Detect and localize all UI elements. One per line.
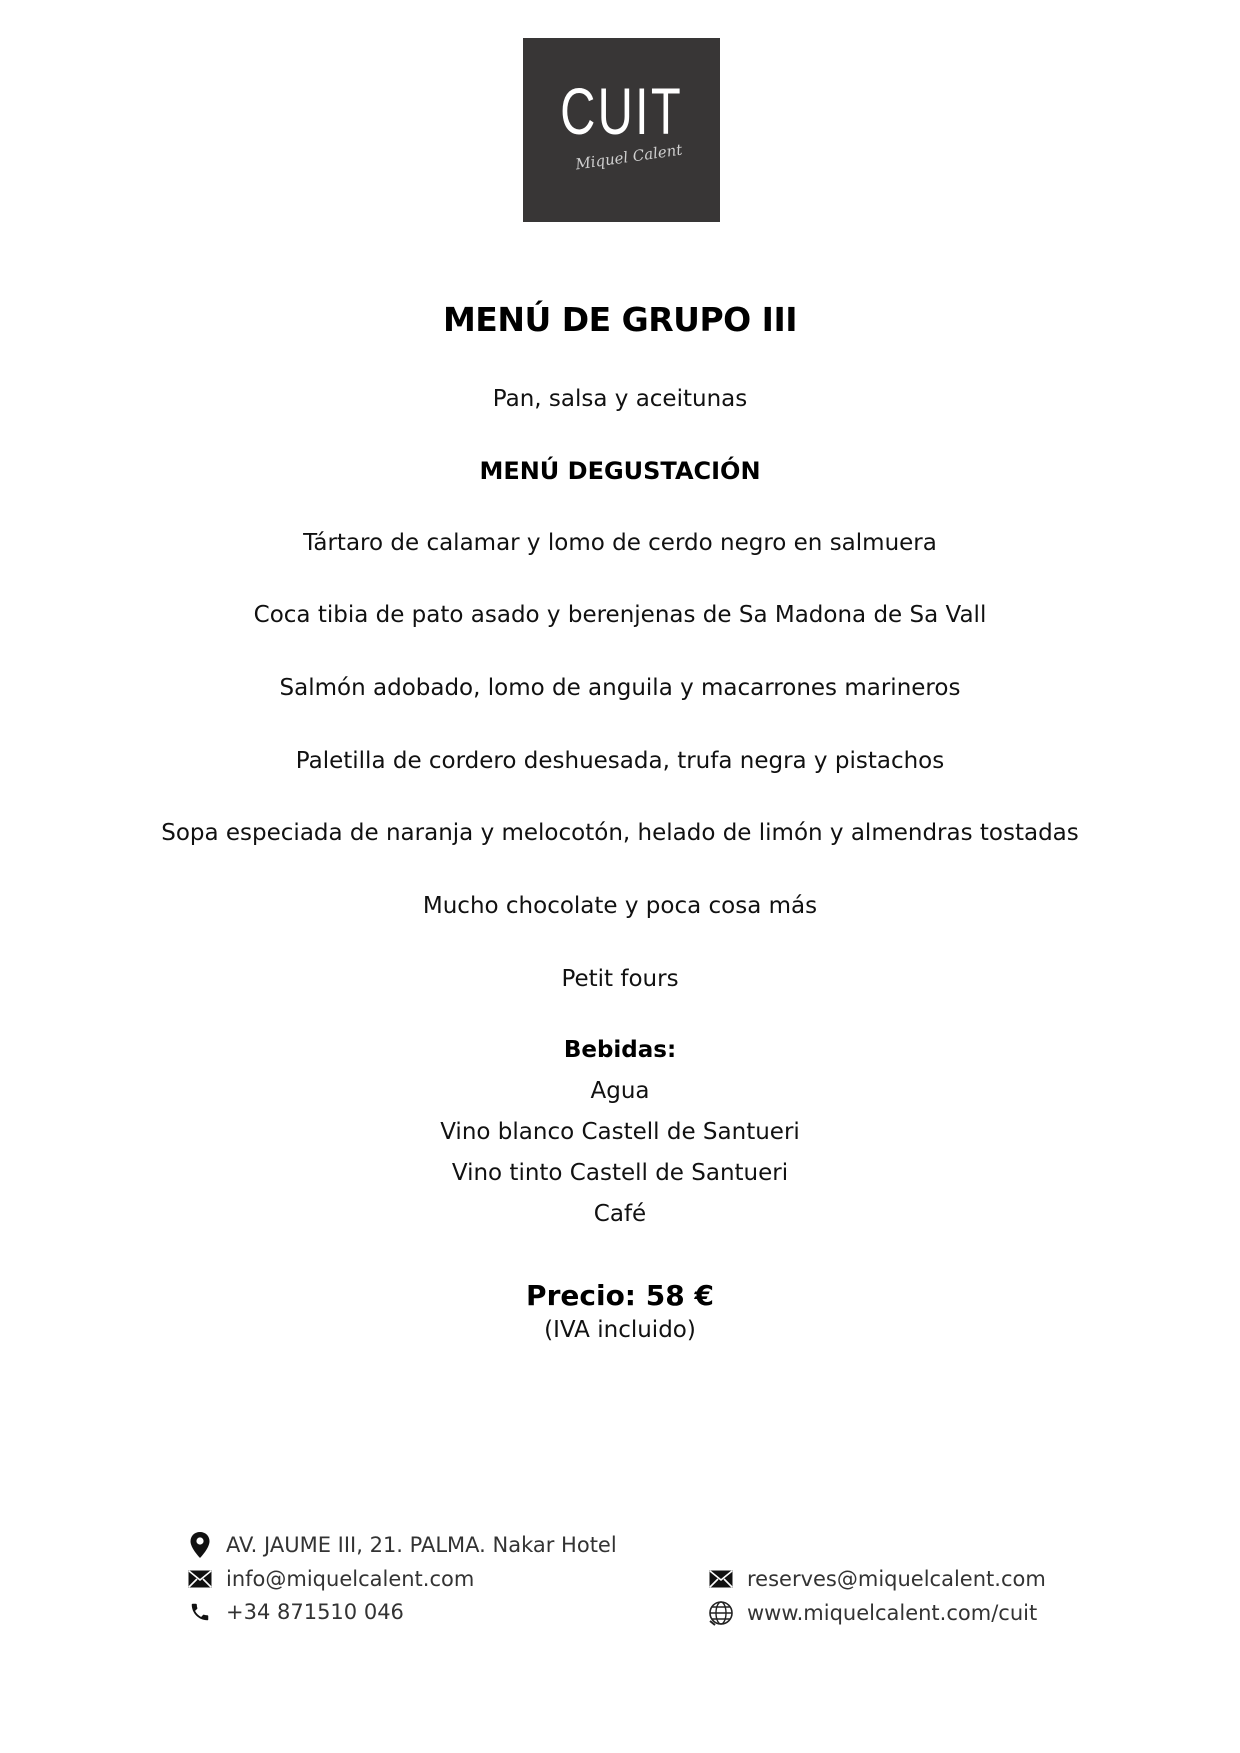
brand-logo (523, 38, 720, 222)
dish-item: Salmón adobado, lomo de anguila y macarrones marineros (279, 675, 961, 701)
dish-item: Coca tibia de pato asado y berenjenas de Sa Madona de Sa Vall (253, 602, 987, 628)
phone-icon (186, 1598, 214, 1626)
envelope-icon (186, 1565, 214, 1593)
drink-item: Vino tinto Castell de Santueri (451, 1160, 789, 1186)
info-email-link[interactable]: info@miquelcalent.com (226, 1567, 475, 1591)
dish-item: Petit fours (561, 966, 679, 992)
address-text: AV. JAUME III, 21. PALMA. Nakar Hotel (226, 1533, 617, 1557)
dish-item: Tártaro de calamar y lomo de cerdo negro en salmuera (303, 530, 937, 556)
drink-item: Café (593, 1201, 647, 1227)
reserves-email-line (707, 1564, 1046, 1594)
reserves-email-link[interactable]: reserves@miquelcalent.com (747, 1567, 1046, 1591)
logo-wordmark: CUIT (560, 74, 683, 148)
address-line (186, 1530, 617, 1560)
drink-item: Vino blanco Castell de Santueri (440, 1119, 800, 1145)
dish-item: Sopa especiada de naranja y melocotón, helado de limón y almendras tostadas (161, 820, 1079, 846)
envelope-icon (707, 1565, 735, 1593)
location-pin-icon (186, 1531, 214, 1559)
info-email-line (186, 1564, 474, 1594)
drinks-heading: Bebidas: (563, 1037, 677, 1063)
globe-icon (707, 1599, 735, 1627)
menu-title: MENÚ DE GRUPO III (442, 300, 798, 339)
website-line (707, 1598, 1037, 1628)
dish-item: Mucho chocolate y poca cosa más (422, 893, 818, 919)
starter-item: Pan, salsa y aceitunas (492, 386, 748, 412)
website-link[interactable]: www.miquelcalent.com/cuit (747, 1601, 1038, 1625)
tax-note: (IVA incluido) (544, 1317, 696, 1343)
dish-item: Paletilla de cordero deshuesada, trufa negra y pistachos (295, 748, 945, 774)
drink-item: Agua (590, 1078, 650, 1104)
menu-price: Precio: 58 € (526, 1279, 714, 1312)
phone-line (186, 1597, 404, 1627)
tasting-menu-heading: MENÚ DEGUSTACIÓN (479, 457, 761, 485)
phone-number[interactable]: +34 871510 046 (226, 1600, 404, 1624)
logo-signature: Miquel Calent (574, 140, 684, 174)
